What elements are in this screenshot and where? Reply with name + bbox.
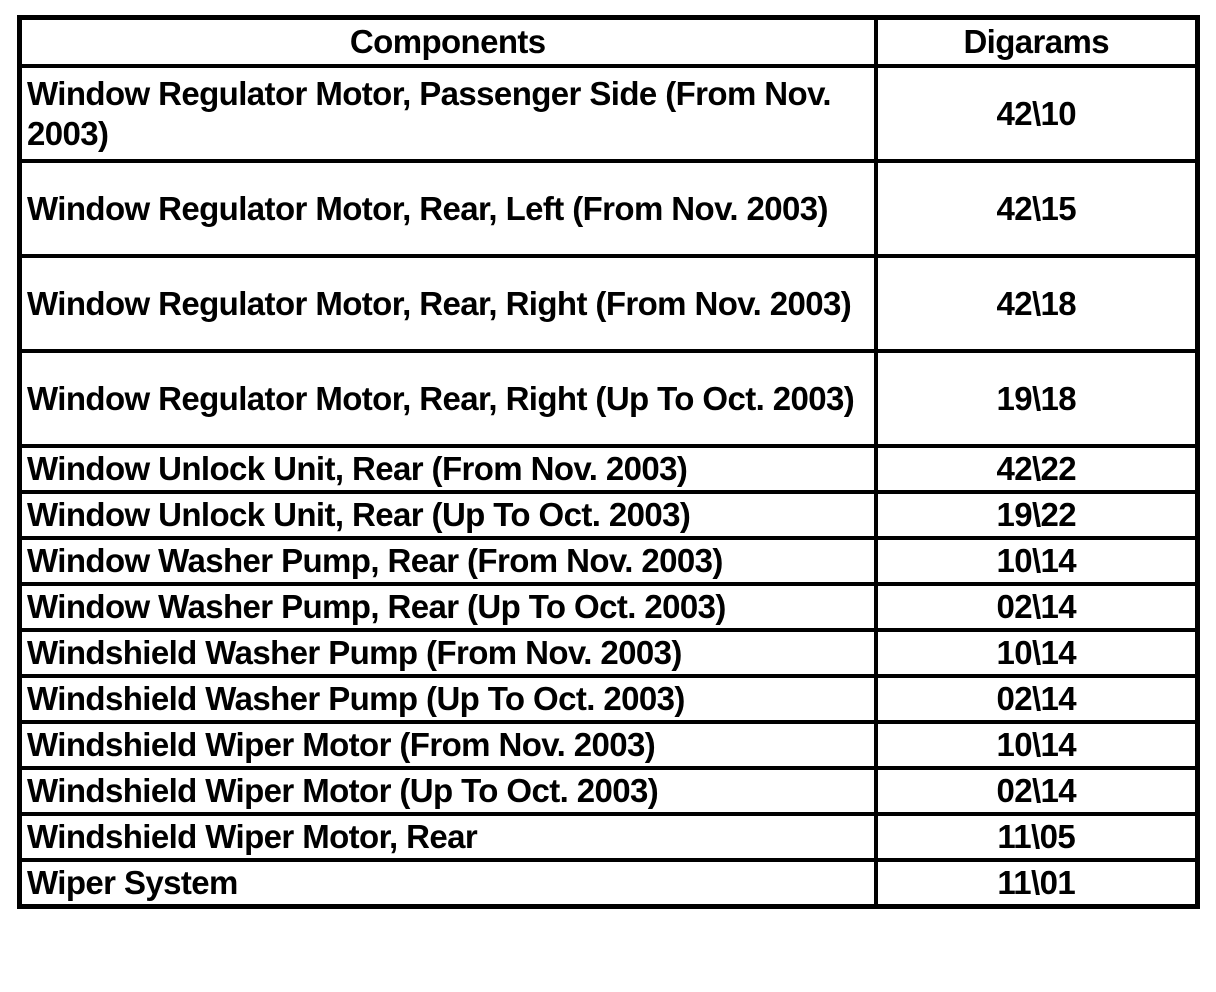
table-row [20,584,1198,630]
component-cell: Window Washer Pump, Rear (Up To Oct. 2003) [20,584,876,630]
table-row [20,676,1198,722]
component-cell: Window Regulator Motor, Rear, Left (From Nov. 2003) [20,161,876,256]
diagram-cell: 42\10 [876,66,1198,161]
table-row [20,860,1198,907]
component-cell: Windshield Wiper Motor (Up To Oct. 2003) [20,768,876,814]
diagram-cell: 02\14 [876,768,1198,814]
table-row [20,256,1198,351]
diagram-cell: 02\14 [876,676,1198,722]
table-row [20,161,1198,256]
components-diagrams-table [17,15,1200,909]
component-cell: Window Unlock Unit, Rear (Up To Oct. 2003) [20,492,876,538]
diagram-cell: 42\15 [876,161,1198,256]
diagram-cell: 42\18 [876,256,1198,351]
table-row [20,768,1198,814]
table-row [20,538,1198,584]
table-row [20,630,1198,676]
header-components: Components [20,18,876,67]
table-row [20,722,1198,768]
diagram-cell: 11\01 [876,860,1198,907]
component-cell: Windshield Washer Pump (Up To Oct. 2003) [20,676,876,722]
header-diagrams: Digarams [876,18,1198,67]
component-cell: Wiper System [20,860,876,907]
component-cell: Window Regulator Motor, Rear, Right (From Nov. 2003) [20,256,876,351]
diagram-cell: 42\22 [876,446,1198,492]
table-row [20,66,1198,161]
component-cell: Windshield Washer Pump (From Nov. 2003) [20,630,876,676]
diagram-cell: 10\14 [876,722,1198,768]
component-cell: Window Washer Pump, Rear (From Nov. 2003) [20,538,876,584]
header-row [20,18,1198,67]
component-cell: Window Regulator Motor, Passenger Side (From Nov. 2003) [20,66,876,161]
table-row [20,814,1198,860]
diagram-cell: 19\22 [876,492,1198,538]
table-row [20,446,1198,492]
component-cell: Window Regulator Motor, Rear, Right (Up To Oct. 2003) [20,351,876,446]
table-row [20,492,1198,538]
diagram-cell: 10\14 [876,630,1198,676]
diagram-cell: 11\05 [876,814,1198,860]
diagram-cell: 19\18 [876,351,1198,446]
component-cell: Windshield Wiper Motor (From Nov. 2003) [20,722,876,768]
diagram-cell: 10\14 [876,538,1198,584]
table-row [20,351,1198,446]
component-cell: Window Unlock Unit, Rear (From Nov. 2003) [20,446,876,492]
diagram-cell: 02\14 [876,584,1198,630]
component-cell: Windshield Wiper Motor, Rear [20,814,876,860]
